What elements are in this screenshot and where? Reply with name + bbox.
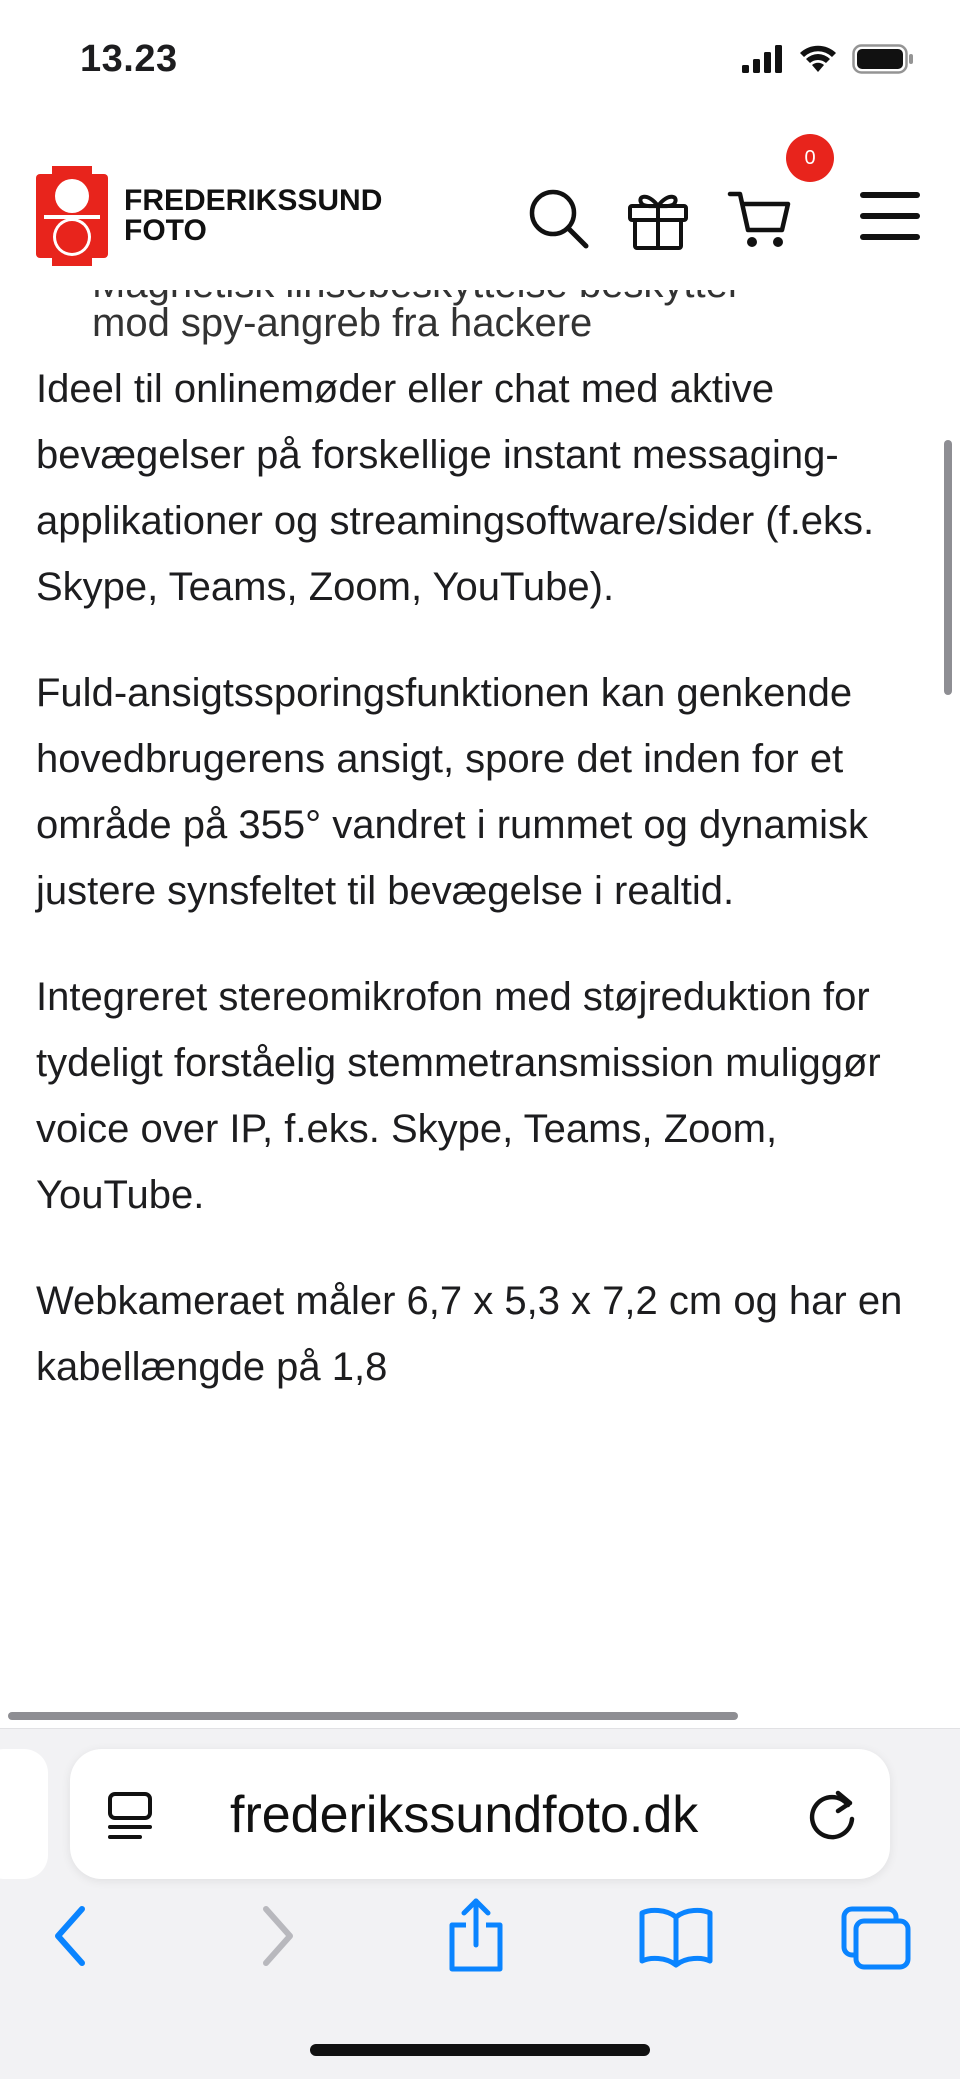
product-description	[36, 290, 926, 1400]
tabs-icon[interactable]	[840, 1905, 912, 1971]
logo-line-2: FOTO	[124, 214, 207, 247]
bookmarks-icon[interactable]	[638, 1907, 714, 1967]
signal-icon	[742, 45, 784, 73]
vertical-scrollbar[interactable]	[944, 440, 952, 695]
site-header	[0, 130, 960, 290]
reload-icon[interactable]	[808, 1787, 860, 1843]
bullet-item: mod spy-angreb fra hackere	[92, 301, 593, 345]
horizontal-scrollbar[interactable]	[8, 1712, 738, 1720]
browser-toolbar	[0, 1728, 960, 2079]
logo-line-1: FREDERIKSSUND	[124, 184, 383, 217]
address-bar[interactable]	[70, 1749, 890, 1879]
menu-icon[interactable]	[860, 190, 920, 242]
status-icons	[742, 44, 914, 74]
logo-mark-icon	[36, 166, 108, 266]
previous-tab-preview[interactable]	[0, 1749, 48, 1879]
site-logo[interactable]	[36, 166, 382, 266]
reader-icon[interactable]	[106, 1791, 154, 1841]
wifi-icon	[798, 44, 838, 74]
status-time: 13.23	[80, 38, 178, 80]
description-paragraph: Fuld-ansigtssporingsfunktionen kan genkende hovedbrugerens ansigt, spore det inden for et område på 355° vandret i rummet og dynamisk justere synsfeltet til bevægelse i realtid.	[36, 671, 868, 913]
gift-icon[interactable]	[626, 188, 690, 252]
back-icon[interactable]	[50, 1905, 90, 1967]
cart-icon[interactable]	[728, 188, 792, 252]
share-icon[interactable]	[446, 1897, 506, 1973]
description-paragraph: Webkameraet måler 6,7 x 5,3 x 7,2 cm og har en kabellængde på 1,8	[36, 1279, 903, 1389]
description-paragraph: Ideel til onlinemøder eller chat med aktive bevægelser på forskellige instant messaging-applikationer og streamingsoftware/sider (f.eks. Skype, Teams, Zoom, YouTube).	[36, 367, 875, 609]
forward-icon[interactable]	[258, 1905, 298, 1967]
home-indicator[interactable]	[310, 2044, 650, 2056]
battery-icon	[852, 44, 914, 74]
cart-count-badge: 0	[786, 134, 834, 182]
search-icon[interactable]	[528, 188, 590, 250]
url-text: frederikssundfoto.dk	[230, 1786, 699, 1844]
logo-text	[124, 186, 382, 246]
description-paragraph: Integreret stereomikrofon med støjreduktion for tydeligt forståelig stemmetransmission muliggør voice over IP, f.eks. Skype, Teams, Zoom, YouTube.	[36, 975, 881, 1217]
status-bar	[0, 0, 960, 120]
